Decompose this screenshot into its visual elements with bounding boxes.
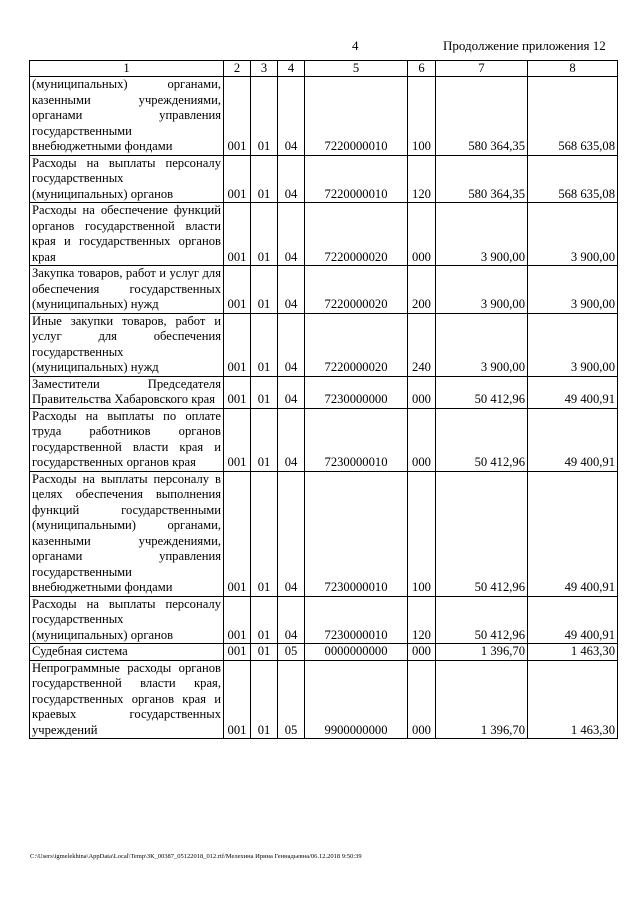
value-cell-4: 04 [278,471,305,596]
column-header: 5 [305,61,408,77]
value-cell-6: 100 [408,77,436,156]
value-cell-5: 7220000010 [305,155,408,203]
row-name-cell: (муниципальных) органами, казенными учреждениями, органами управления государственными внебюджетными фондами [30,77,224,156]
value-cell-6: 240 [408,313,436,376]
column-header: 6 [408,61,436,77]
value-cell-3: 01 [251,376,278,408]
value-cell-7: 3 900,00 [436,313,528,376]
value-cell-4: 04 [278,266,305,314]
table-row [30,203,618,266]
value-cell-3: 01 [251,203,278,266]
value-cell-8: 568 635,08 [528,155,618,203]
value-cell-5: 7220000020 [305,266,408,314]
value-cell-6: 200 [408,266,436,314]
value-cell-4: 04 [278,596,305,644]
table-row [30,644,618,661]
column-header: 4 [278,61,305,77]
value-cell-3: 01 [251,471,278,596]
value-cell-7: 50 412,96 [436,376,528,408]
table-row [30,155,618,203]
value-cell-8: 49 400,91 [528,596,618,644]
row-name-cell: Расходы на выплаты персоналу в целях обеспечения выполнения функций государственными (муниципальными) органами, казенными учреждениями, органами управления государственными внебюджетными фондами [30,471,224,596]
value-cell-8: 1 463,30 [528,660,618,739]
row-name-cell: Расходы на выплаты персоналу государственных (муниципальных) органов [30,155,224,203]
value-cell-5: 7220000010 [305,77,408,156]
value-cell-7: 1 396,70 [436,660,528,739]
value-cell-8: 49 400,91 [528,408,618,471]
row-name-cell: Заместители Председателя Правительства Хабаровского края [30,376,224,408]
value-cell-3: 01 [251,266,278,314]
value-cell-2: 001 [224,266,251,314]
value-cell-7: 50 412,96 [436,596,528,644]
value-cell-2: 001 [224,596,251,644]
table-header-row [30,61,618,77]
value-cell-4: 04 [278,203,305,266]
value-cell-2: 001 [224,644,251,661]
value-cell-7: 1 396,70 [436,644,528,661]
column-header: 1 [30,61,224,77]
value-cell-5: 7230000010 [305,471,408,596]
table-row [30,408,618,471]
value-cell-5: 7230000000 [305,376,408,408]
value-cell-7: 3 900,00 [436,203,528,266]
table-row [30,266,618,314]
value-cell-7: 50 412,96 [436,471,528,596]
value-cell-4: 04 [278,77,305,156]
value-cell-4: 04 [278,313,305,376]
column-header: 2 [224,61,251,77]
value-cell-6: 000 [408,376,436,408]
value-cell-7: 50 412,96 [436,408,528,471]
value-cell-6: 100 [408,471,436,596]
row-name-cell: Расходы на выплаты по оплате труда работников органов государственной власти края и государственных органов края [30,408,224,471]
file-path-footer: C:\Users\igmelekhina\AppData\Local\Temp\ЗК_00387_05122018_012.rtf/Мелехина Ирина Геннадьевна/06.12.2018 9:50:39 [30,853,362,860]
value-cell-3: 01 [251,644,278,661]
value-cell-3: 01 [251,408,278,471]
value-cell-3: 01 [251,155,278,203]
table-row [30,77,618,156]
budget-table [29,60,618,739]
value-cell-4: 05 [278,660,305,739]
value-cell-5: 7220000020 [305,313,408,376]
value-cell-7: 580 364,35 [436,155,528,203]
value-cell-4: 05 [278,644,305,661]
value-cell-8: 3 900,00 [528,203,618,266]
table-row [30,471,618,596]
value-cell-7: 580 364,35 [436,77,528,156]
value-cell-3: 01 [251,313,278,376]
value-cell-8: 1 463,30 [528,644,618,661]
value-cell-5: 0000000000 [305,644,408,661]
value-cell-6: 000 [408,408,436,471]
value-cell-2: 001 [224,408,251,471]
value-cell-4: 04 [278,376,305,408]
value-cell-8: 568 635,08 [528,77,618,156]
value-cell-5: 7230000010 [305,408,408,471]
value-cell-2: 001 [224,313,251,376]
value-cell-3: 01 [251,660,278,739]
value-cell-2: 001 [224,376,251,408]
row-name-cell: Непрограммные расходы органов государственной власти края, государственных органов края и краевых государственных учреждений [30,660,224,739]
value-cell-2: 001 [224,660,251,739]
value-cell-8: 49 400,91 [528,376,618,408]
row-name-cell: Расходы на выплаты персоналу государственных (муниципальных) органов [30,596,224,644]
value-cell-6: 120 [408,155,436,203]
page-number: 4 [352,38,359,53]
value-cell-4: 04 [278,155,305,203]
value-cell-2: 001 [224,155,251,203]
value-cell-2: 001 [224,203,251,266]
table-row [30,376,618,408]
value-cell-8: 3 900,00 [528,266,618,314]
row-name-cell: Судебная система [30,644,224,661]
value-cell-3: 01 [251,77,278,156]
value-cell-4: 04 [278,408,305,471]
value-cell-8: 3 900,00 [528,313,618,376]
value-cell-5: 7220000020 [305,203,408,266]
row-name-cell: Закупка товаров, работ и услуг для обеспечения государственных (муниципальных) нужд [30,266,224,314]
value-cell-2: 001 [224,77,251,156]
appendix-title: Продолжение приложения 12 [443,38,606,53]
table-row [30,596,618,644]
table-row [30,660,618,739]
value-cell-5: 7230000010 [305,596,408,644]
value-cell-6: 000 [408,660,436,739]
column-header: 7 [436,61,528,77]
column-header: 3 [251,61,278,77]
value-cell-6: 000 [408,203,436,266]
column-header: 8 [528,61,618,77]
value-cell-6: 000 [408,644,436,661]
value-cell-5: 9900000000 [305,660,408,739]
value-cell-3: 01 [251,596,278,644]
table-row [30,313,618,376]
value-cell-8: 49 400,91 [528,471,618,596]
row-name-cell: Расходы на обеспечение функций органов государственной власти края и государственных органов края [30,203,224,266]
value-cell-7: 3 900,00 [436,266,528,314]
row-name-cell: Иные закупки товаров, работ и услуг для обеспечения государственных (муниципальных) нужд [30,313,224,376]
value-cell-2: 001 [224,471,251,596]
value-cell-6: 120 [408,596,436,644]
